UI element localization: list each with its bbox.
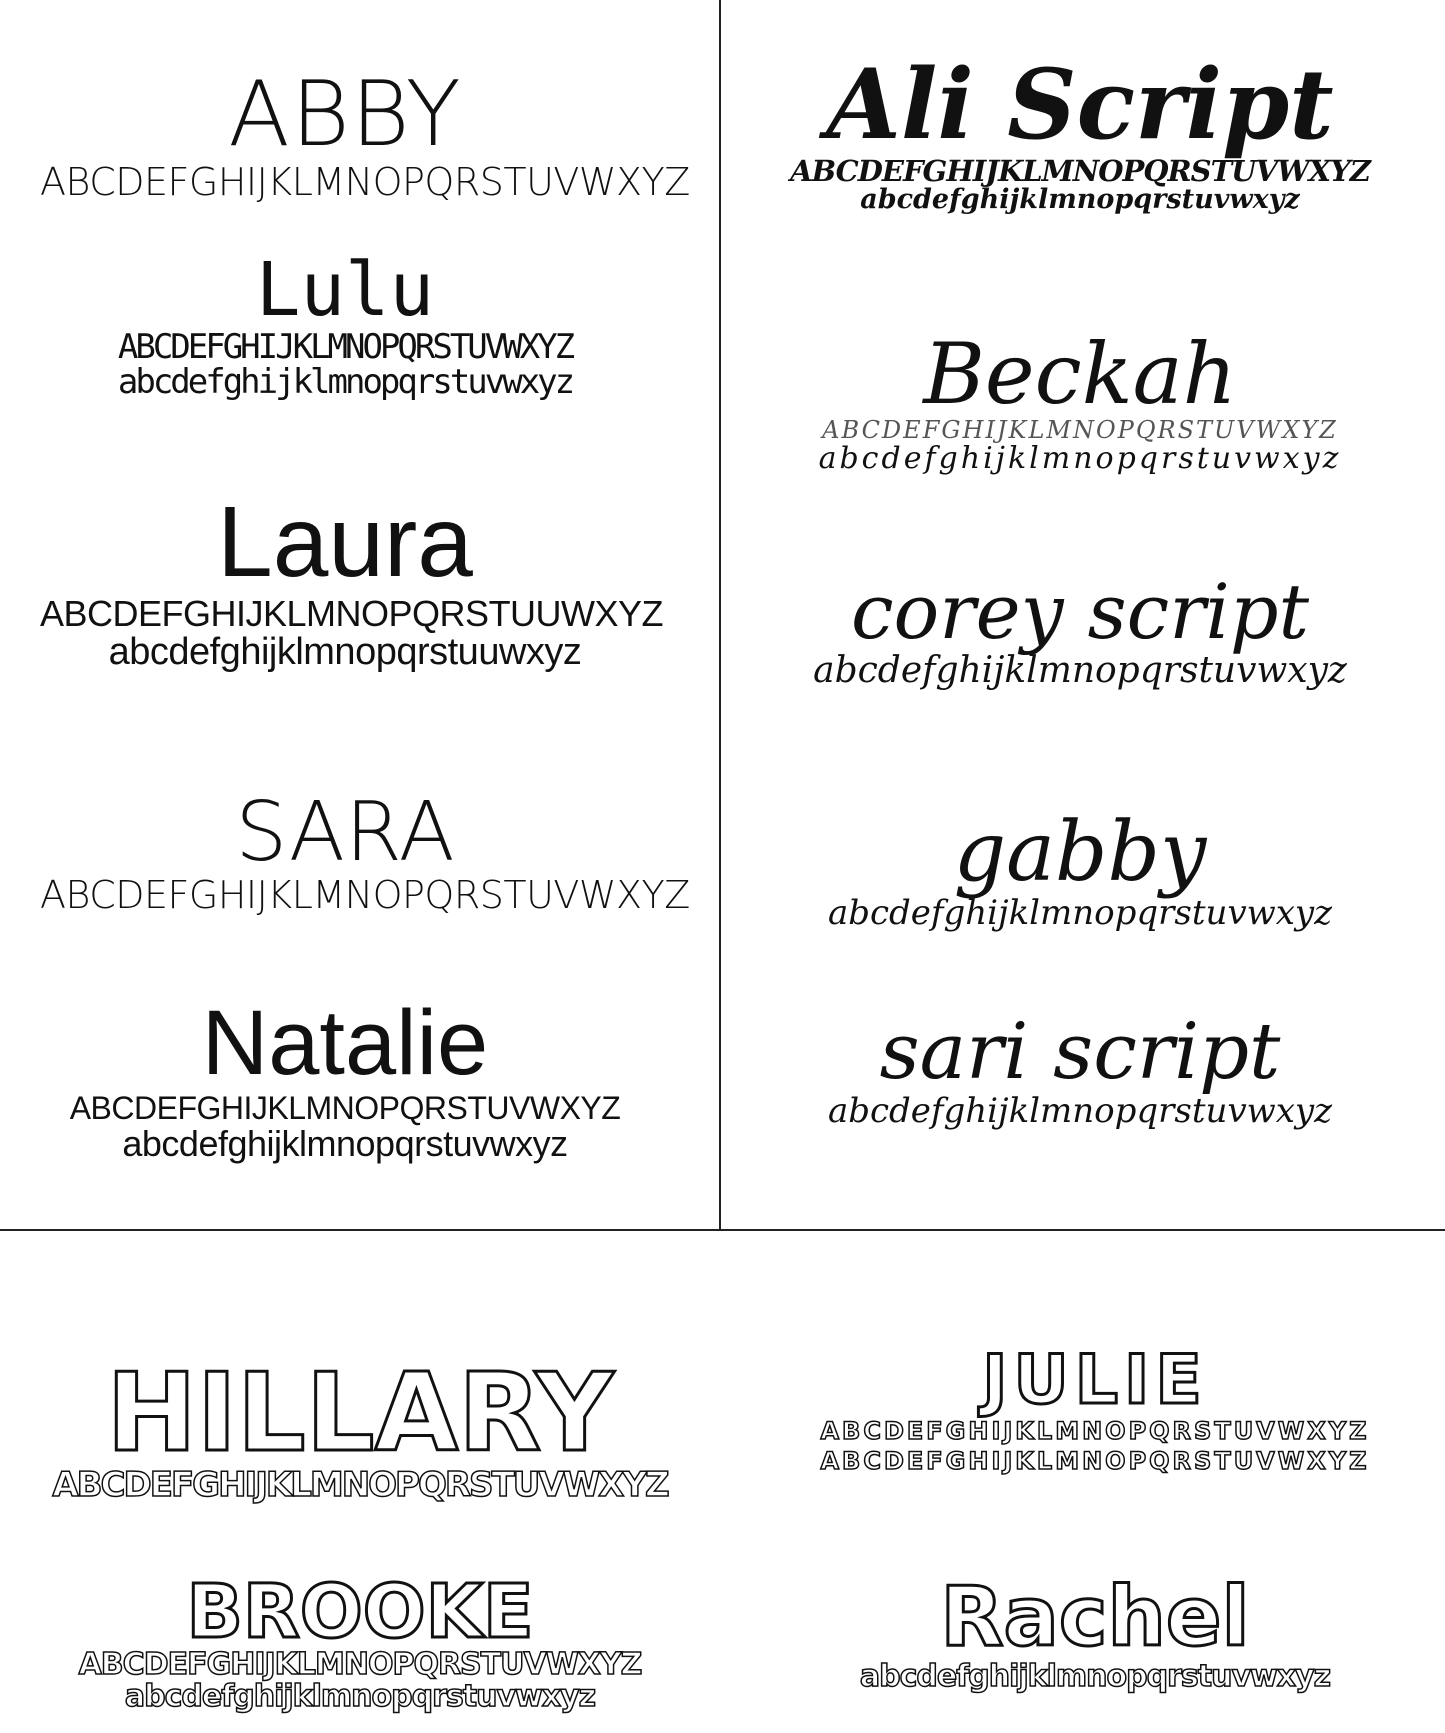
font-lowercase-natalie: abcdefghijklmnopqrstuvwxyz — [122, 1123, 568, 1165]
font-uppercase-beckah: ABCDEFGHIJKLMNOPQRSTUVWXYZ — [822, 416, 1338, 445]
font-sample-julie — [790, 1341, 1400, 1476]
font-sample-laura — [40, 486, 664, 673]
font-sample-natalie — [40, 992, 650, 1165]
font-sample-corey-script — [780, 567, 1380, 691]
font-lowercase-sari-script: abcdefghijklmnopqrstuvwxyz — [827, 1090, 1333, 1131]
font-sample-rachel — [790, 1570, 1400, 1695]
font-lowercase-brooke: abcdefghijklmnopqrstuvwxyz — [124, 1678, 596, 1714]
font-uppercase-laura: ABCDEFGHIJKLMNOPQRSTUUWXYZ — [40, 593, 664, 634]
font-lowercase-laura: abcdefghijklmnopqrstuuwxyz — [108, 630, 582, 673]
font-uppercase-abby: ABCDEFGHIJKLMNOPQRSTUVWXYZ — [40, 159, 690, 204]
font-sample-hillary — [40, 1351, 680, 1505]
font-name-abby: ABBY — [228, 62, 462, 167]
font-name-lulu: Lulu — [255, 247, 435, 333]
vertical-divider — [719, 0, 721, 1230]
font-name-ali-script: Ali Script — [826, 48, 1334, 161]
font-name-gabby: gabby — [953, 805, 1207, 900]
horizontal-divider — [0, 1229, 1445, 1231]
font-lowercase-rachel: abcdefghijklmnopqrstuvwxyz — [859, 1659, 1331, 1695]
font-uppercase-sara: ABCDEFGHIJKLMNOPQRSTUVWXYZ — [40, 873, 690, 918]
font-name-natalie: Natalie — [201, 992, 489, 1094]
font-uppercase-lulu: ABCDEFGHIJKLMNOPQRSTUVWXYZ — [117, 326, 573, 367]
font-lowercase-ali-script: abcdefghijklmnopqrstuvwxyz — [860, 184, 1300, 216]
font-lowercase-corey-script: abcdefghijklmnopqrstuvwxyz — [813, 649, 1347, 691]
font-lowercase-lulu: abcdefghijklmnopqrstuvwxyz — [117, 362, 573, 403]
font-lowercase-beckah: abcdefghijklmnopqrstuvwxyz — [818, 441, 1342, 477]
font-sample-lulu — [40, 247, 650, 403]
font-sample-gabby — [780, 805, 1380, 934]
font-lowercase-gabby: abcdefghijklmnopqrstuvwxyz — [827, 893, 1333, 934]
font-sample-beckah — [780, 325, 1380, 477]
font-name-beckah: Beckah — [923, 325, 1237, 423]
font-name-julie: JULIE — [982, 1341, 1208, 1420]
font-uppercase-natalie: ABCDEFGHIJKLMNOPQRSTUVWXYZ — [69, 1089, 621, 1126]
font-sample-sara — [40, 785, 690, 918]
font-name-laura: Laura — [217, 486, 473, 598]
font-name-rachel: Rachel — [940, 1570, 1250, 1665]
font-uppercase-ali-script: ABCDEFGHIJKLMNOPQRSTUVWXYZ — [790, 153, 1370, 188]
font-uppercase-julie: ABCDEFGHIJKLMNOPQRSTUVWXYZ — [820, 1417, 1370, 1446]
font-uppercase-julie-2: ABCDEFGHIJKLMNOPQRSTUVWXYZ — [820, 1447, 1370, 1476]
font-sample-brooke — [40, 1569, 680, 1714]
font-name-hillary: HILLARY — [106, 1351, 614, 1476]
font-name-brooke: BROOKE — [186, 1569, 534, 1655]
font-sample-sari-script — [780, 1007, 1380, 1131]
font-sample-abby — [40, 62, 690, 204]
font-sample-ali-script — [780, 48, 1380, 216]
font-name-sara: SARA — [235, 785, 455, 880]
font-name-sari-script: sari script — [879, 1007, 1281, 1097]
font-uppercase-hillary: ABCDEFGHIJKLMNOPQRSTUVWXYZ — [52, 1465, 668, 1505]
font-uppercase-brooke: ABCDEFGHIJKLMNOPQRSTUVWXYZ — [78, 1647, 642, 1682]
font-name-corey-script: corey script — [850, 567, 1310, 656]
